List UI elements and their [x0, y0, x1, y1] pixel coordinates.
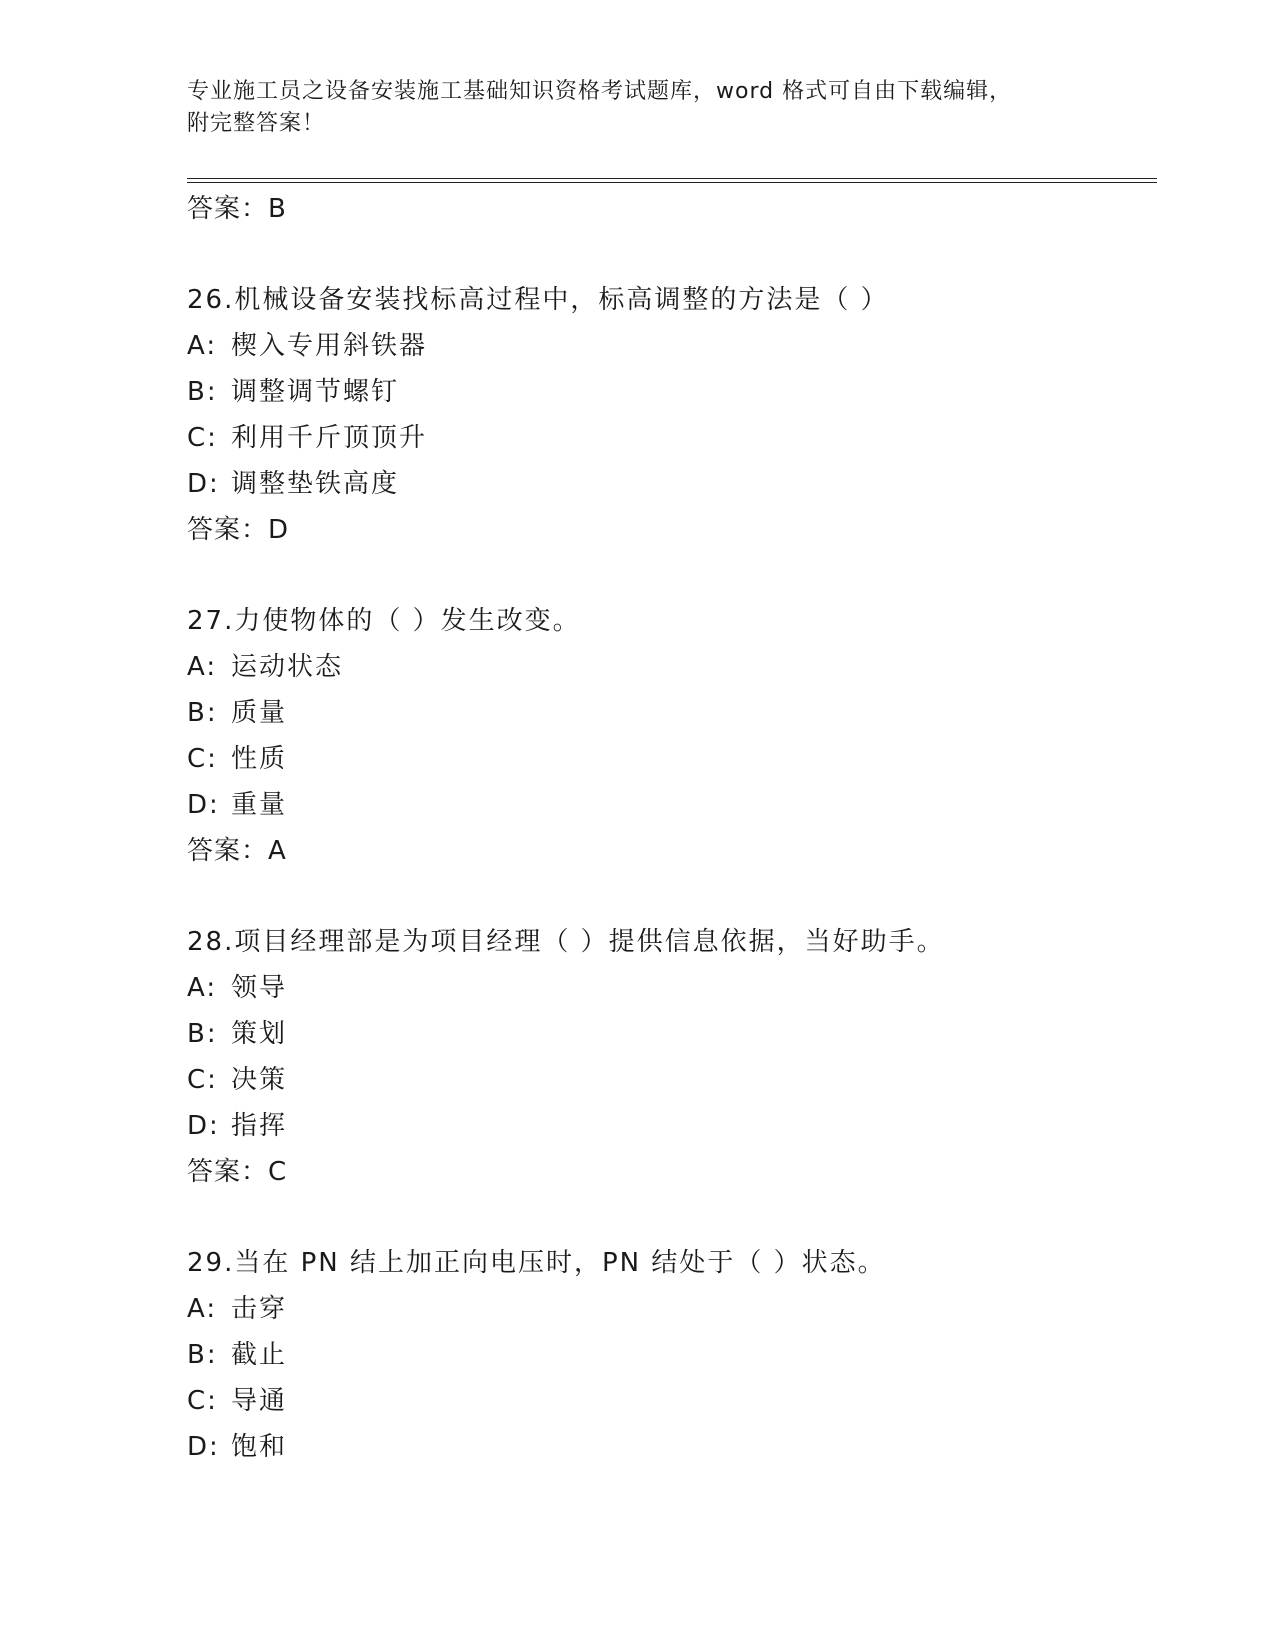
option-c: [187, 415, 1157, 461]
option-d: [187, 461, 1157, 507]
option-b: [187, 369, 1157, 415]
option-label: C:: [187, 744, 218, 774]
option-b: [187, 1332, 1157, 1378]
answer-line: 答案：B: [187, 194, 287, 224]
question-stem: 29.当在 PN 结上加正向电压时，PN 结处于（ ）状态。: [187, 1248, 886, 1278]
option-c: [187, 1378, 1157, 1424]
answer-line: 答案：A: [187, 836, 287, 866]
header-line-1: 专业施工员之设备安装施工基础知识资格考试题库，word 格式可自由下载编辑，: [187, 79, 1013, 104]
question-block: [187, 598, 1157, 874]
question-block: [187, 919, 1157, 1195]
option-label: A:: [187, 1294, 218, 1324]
option-b: [187, 690, 1157, 736]
option-label: B:: [187, 377, 218, 407]
option-text: 导通: [231, 1386, 288, 1416]
option-label: B:: [187, 1340, 218, 1370]
option-label: D:: [187, 1111, 220, 1141]
option-a: [187, 965, 1157, 1011]
option-text: 领导: [231, 973, 288, 1003]
option-text: 重量: [231, 790, 288, 820]
option-label: C:: [187, 423, 218, 453]
option-label: D:: [187, 790, 220, 820]
option-text: 击穿: [231, 1294, 288, 1324]
option-label: D:: [187, 1432, 220, 1462]
option-d: [187, 782, 1157, 828]
header-line-2: 附完整答案！: [187, 111, 326, 136]
option-text: 调整垫铁高度: [231, 469, 400, 499]
option-text: 指挥: [231, 1111, 288, 1141]
option-label: A:: [187, 331, 218, 361]
option-label: C:: [187, 1386, 218, 1416]
answer-line: 答案：D: [187, 515, 290, 545]
question-stem: 26.机械设备安装找标高过程中，标高调整的方法是（ ）: [187, 285, 889, 315]
option-text: 饱和: [231, 1432, 288, 1462]
option-text: 质量: [231, 698, 288, 728]
header-divider: [187, 178, 1157, 183]
answer-line: 答案：C: [187, 1157, 288, 1187]
option-text: 楔入专用斜铁器: [231, 331, 428, 361]
option-text: 运动状态: [231, 652, 344, 682]
option-c: [187, 1057, 1157, 1103]
option-label: B:: [187, 1019, 218, 1049]
option-text: 策划: [231, 1019, 288, 1049]
option-b: [187, 1011, 1157, 1057]
option-text: 利用千斤顶顶升: [231, 423, 428, 453]
question-list: [187, 186, 1157, 1470]
option-d: [187, 1103, 1157, 1149]
option-c: [187, 736, 1157, 782]
option-text: 性质: [231, 744, 288, 774]
option-label: A:: [187, 652, 218, 682]
option-label: C:: [187, 1065, 218, 1095]
option-a: [187, 1286, 1157, 1332]
question-block: [187, 277, 1157, 553]
option-d: [187, 1424, 1157, 1470]
option-a: [187, 644, 1157, 690]
option-label: B:: [187, 698, 218, 728]
document-header: [187, 76, 1087, 140]
option-label: A:: [187, 973, 218, 1003]
option-text: 决策: [231, 1065, 288, 1095]
question-stem: 28.项目经理部是为项目经理（ ）提供信息依据，当好助手。: [187, 927, 945, 957]
option-a: [187, 323, 1157, 369]
question-stem: 27.力使物体的（ ）发生改变。: [187, 606, 581, 636]
option-label: D:: [187, 469, 220, 499]
option-text: 截止: [231, 1340, 288, 1370]
question-block: [187, 1240, 1157, 1470]
option-text: 调整调节螺钉: [231, 377, 400, 407]
